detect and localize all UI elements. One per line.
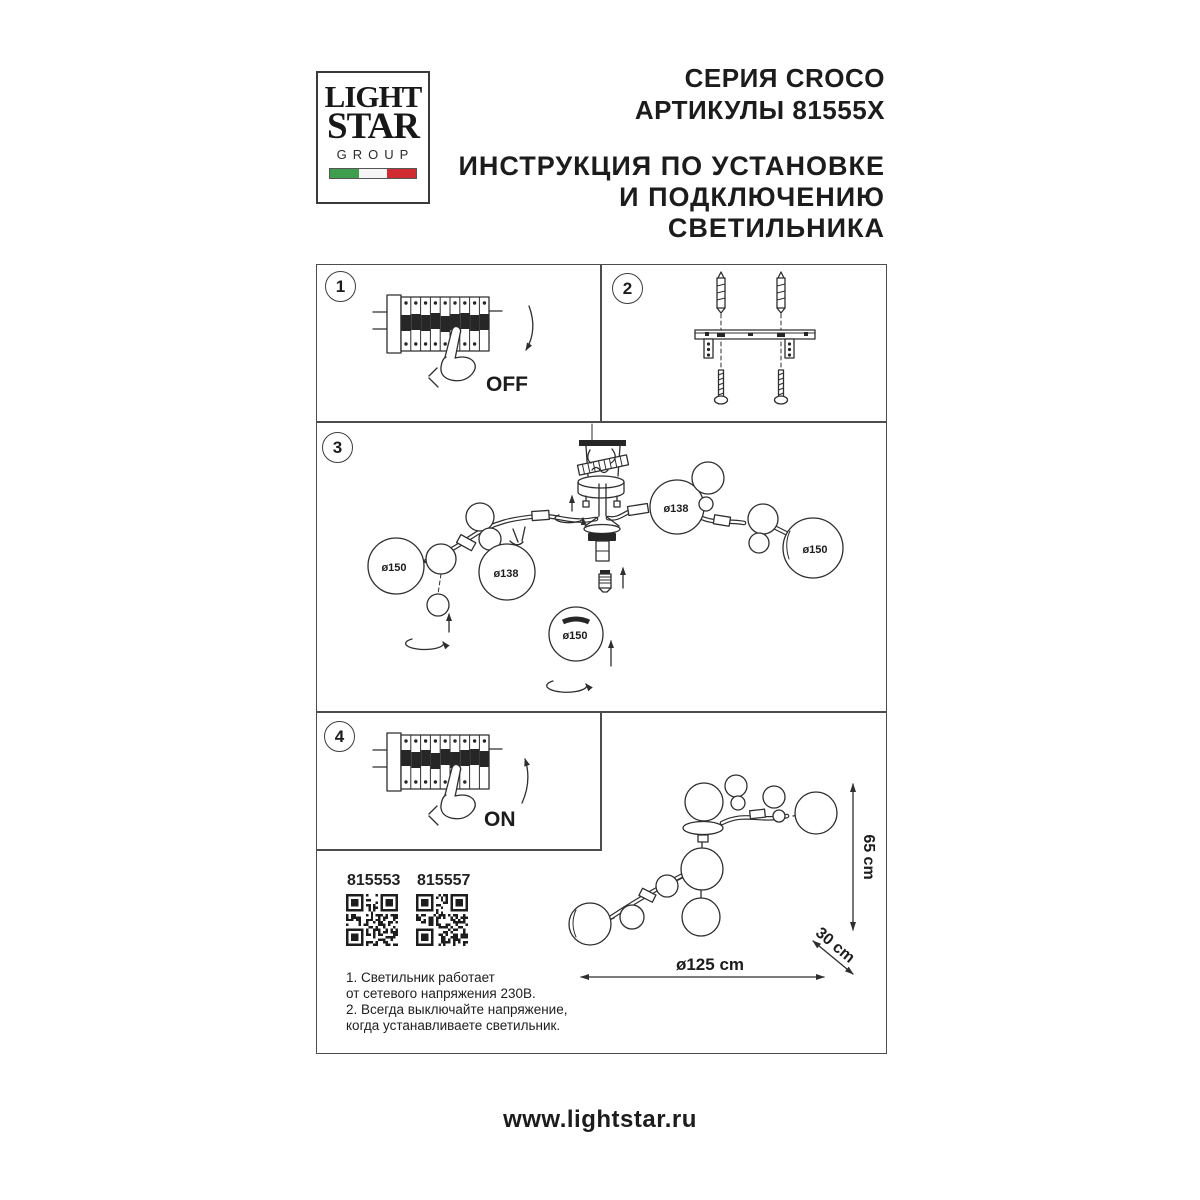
dimension-depth <box>812 924 858 974</box>
sphere-left-hanging <box>427 594 449 616</box>
sphere-mid-label: ø138 <box>493 568 519 580</box>
logo-light: LIGHT <box>324 79 422 114</box>
sphere-bottom-label: ø150 <box>562 630 588 642</box>
bulb-socket <box>599 570 611 592</box>
screw-right <box>775 370 788 404</box>
step-4-number: 4 <box>324 721 355 752</box>
series-title: СЕРИЯ CROCO <box>684 63 885 93</box>
rotate-arrow-bottom <box>547 681 587 692</box>
sphere-right-label: ø138 <box>663 503 689 515</box>
logo-star: STAR <box>327 106 419 147</box>
depth-label: 30 cm <box>812 924 858 967</box>
central-stem <box>584 484 620 561</box>
sphere-pair-top <box>748 504 778 534</box>
article-code-815553: 815553 <box>347 872 401 889</box>
step-2-number: 2 <box>612 273 643 304</box>
sphere-right-small <box>699 497 713 511</box>
step4-breaker-on-diagram <box>316 710 600 848</box>
off-label: OFF <box>486 373 528 396</box>
articles-title: АРТИКУЛЫ 81555X <box>634 95 885 125</box>
circuit-breaker-strip <box>373 295 502 353</box>
flag-green-stripe <box>330 169 359 178</box>
flag-red-stripe <box>387 169 416 178</box>
drop-wire <box>438 574 441 594</box>
breaker-top-screws <box>404 301 486 304</box>
ceiling-mount <box>578 424 629 507</box>
height-label: 65 cm <box>860 834 877 880</box>
flip-down-arrow <box>526 306 533 350</box>
chandelier-dimensions-diagram <box>560 760 877 995</box>
step2-bracket-diagram <box>601 264 887 420</box>
step3-assembly-diagram <box>316 420 887 710</box>
circuit-breaker-strip <box>373 733 502 791</box>
instruction-title-line2: И ПОДКЛЮЧЕНИЮ СВЕТИЛЬНИКА <box>619 182 885 243</box>
note-line-2: от сетевого напряжения 230В. <box>346 986 536 1001</box>
header-block <box>450 62 885 126</box>
qr-code-815557 <box>416 894 468 946</box>
brand-logo <box>316 71 430 204</box>
mounting-bracket <box>695 330 815 358</box>
website-url: www.lightstar.ru <box>503 1106 697 1133</box>
safety-notes <box>346 970 586 1034</box>
wall-anchor-left <box>717 272 725 313</box>
diameter-label: ø125 cm <box>675 955 745 974</box>
qr-code-815553 <box>346 894 398 946</box>
article-code-815557: 815557 <box>417 872 471 889</box>
chandelier-top-view <box>569 775 837 945</box>
note-line-3: 2. Всегда выключайте напряжение, <box>346 1002 568 1017</box>
breaker-top-screws <box>404 739 486 742</box>
on-label: ON <box>484 808 516 831</box>
step1-breaker-off-diagram <box>316 264 600 420</box>
sphere-mid-top <box>466 503 494 531</box>
flip-up-arrow <box>522 759 528 803</box>
sphere-pair-bottom <box>749 533 769 553</box>
screw-left <box>715 370 728 404</box>
panel4-bottom-border <box>317 849 602 851</box>
wall-anchor-right <box>777 272 785 313</box>
sphere-left-medium <box>426 544 456 574</box>
sphere-far-right-label: ø150 <box>802 544 828 556</box>
note-line-4: когда устанавливаете светильник. <box>346 1018 561 1033</box>
logo-group: GROUP <box>336 147 415 162</box>
sphere-left-label: ø150 <box>381 562 407 574</box>
dimension-diameter <box>581 955 824 977</box>
step-1-number: 1 <box>325 271 356 302</box>
sphere-right-top <box>692 462 724 494</box>
note-line-1: 1. Светильник работает <box>346 970 495 985</box>
flag-white-stripe <box>359 169 388 178</box>
step-3-number: 3 <box>322 432 353 463</box>
instruction-title-line1: ИНСТРУКЦИЯ ПО УСТАНОВКЕ <box>458 151 885 181</box>
rotate-arrow-left <box>406 639 444 649</box>
italian-flag-bar <box>329 168 417 179</box>
instruction-title <box>450 151 885 244</box>
